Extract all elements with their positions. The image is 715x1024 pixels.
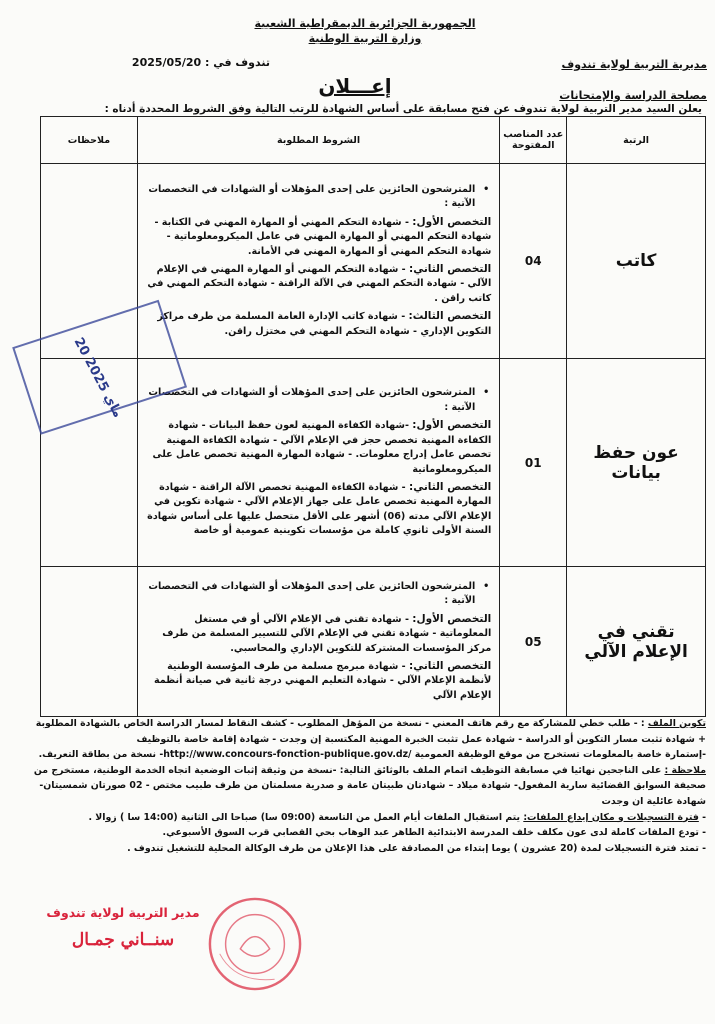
specialty-title: التخصص الثاني: — [409, 659, 492, 672]
specialty-item — [144, 215, 491, 259]
header-center — [230, 16, 500, 46]
conditions-lead: • المترشحون الحائزين على إحدى المؤهلات أو الشهادات في التخصصات الآتية : — [144, 580, 491, 609]
rank-cell: كاتب — [567, 164, 706, 359]
official-seal-icon — [206, 895, 304, 993]
recruitment-site-link[interactable]: http://www.concours-fonction-publique.gov.dz/ — [163, 749, 412, 761]
specialty-item — [144, 262, 491, 306]
intro-text: يعلن السيد مدير التربية لولاية تندوف عن فتح مسابقة على أساس الشهادة للرتب التالية وفق الشروط المحددة أدناه : — [104, 103, 702, 115]
specialty-item — [144, 480, 491, 539]
footer-notes — [30, 716, 706, 856]
deposit-label: فترة التسجيلات و مكان إيداع الملفات: — [523, 811, 699, 823]
file-label: تكوين الملف — [647, 718, 706, 729]
file-composition — [30, 716, 706, 747]
notes-cell — [41, 567, 138, 717]
specialty-text: - شهادة التحكم المهني أو المهارة المهني في الإعلام الآلي - شهادة التحكم المهني في الآلة الراقنة - شهادة التحكم المهني في كاتب راقن . — [147, 264, 492, 304]
conditions-lead: • المترشحون الحائزين على إحدى المؤهلات أو الشهادات في التخصصات الآتية : — [144, 386, 491, 415]
conditions-cell — [137, 164, 499, 359]
form-line — [30, 747, 706, 763]
form-text-1: -إستمارة خاصة بالمعلومات تستخرج من موقع الوظيفة العمومية — [414, 749, 706, 761]
signature-block — [28, 905, 218, 950]
signatory-title: مدير التربية لولاية تندوف — [46, 905, 200, 920]
final-note — [30, 763, 706, 810]
specialty-text: - شهادة التحكم المهني أو المهارة المهني في الكتابة - شهادة التحكم المهني أو المهارة المهني في عامل الميكرومعلوماتية - شهادة التحكم المهني أو المهارة المهني في الأمانة. — [154, 216, 492, 257]
header-conditions: الشروط المطلوبة — [137, 117, 499, 164]
specialty-title: التخصص الأول: — [412, 419, 492, 432]
deposit-line: - فترة التسجيلات و مكان إيداع الملفات: يتم استقبال الملفات أيام العمل من التاسعة (09:00 سا) صباحا الى الثانية (14:00 سا ) زوالا . — [88, 811, 706, 823]
specialty-title: التخصص الثالث: — [408, 310, 492, 323]
note-label: ملاحظة : — [664, 764, 706, 776]
specialty-item — [144, 612, 491, 656]
specialty-title: التخصص الأول: — [412, 215, 492, 228]
specialty-text: - شهادة مبرمج مسلمة من طرف المؤسسة الوطنية لأنظمة الإعلام الآلي - شهادة التعليم المهني درجة ثانية في صيانة أنظمة الإعلام الآلي — [153, 660, 492, 701]
service-heading: مصلحة الدراسة والإمتحانات — [559, 89, 707, 102]
specialty-item — [144, 659, 491, 703]
table-row — [41, 567, 706, 717]
specialty-title: التخصص الأول: — [412, 612, 492, 625]
positions-cell: 04 — [500, 164, 567, 359]
registration-period: - تمتد فترة التسجيلات لمدة (20 عشرون ) يوما إبتداء من المصادقة على هذا الإعلان من طرف الوكالة المحلية للتشغيل تندوف . — [127, 842, 706, 854]
stamp-date: 20 ماي 2025 — [70, 335, 126, 421]
header-rank: الرتبة — [567, 117, 706, 164]
republic-heading: الجمهورية الجزائرية الديمقراطية الشعبية — [254, 17, 476, 30]
page-title: إعـــلان — [318, 74, 392, 98]
file-text: : - طلب خطي للمشاركة مع رقم هاتف المعني - نسخة من المؤهل المطلوب - كشف النقاط لمسار الدراسة الخاص بالشهادة المطلوبة + شهادة تثبت مسار التكوين أو الدراسة - شهادة عمل تثبت الخبرة المهنية المكتسبة إن وجدت - شهادة إقامة خاصة بالتوظيف — [35, 718, 706, 745]
ministry-heading: وزارة التربية الوطنية — [308, 32, 422, 45]
specialty-item — [144, 309, 491, 339]
note-text: على الناجحين نهائيا في مسابقة التوظيف اتمام الملف بالوثائق التالية: -نسخة من وثيقة إثبات الوضعية اتجاه الخدمة الوطنية، مستخرج من صحيفة السوابق القضائية سارية المفعول- شهادة ميلاد – شهادتان طبيتان عامة و صدرية مسلمتان من طرف طبيب مختص - 02 صورتان شمسيتان- شهادة عائلية ان وجدت — [33, 764, 706, 807]
positions-cell: 05 — [500, 567, 567, 717]
place-date: تندوف في : 2025/05/20 — [131, 56, 270, 69]
directorate-heading: مديرية التربية لولاية تندوف — [561, 58, 707, 71]
conditions-cell — [137, 567, 499, 717]
table-header-row — [41, 117, 706, 164]
signatory-name: سنــاني جمـال — [71, 930, 175, 950]
specialty-title: التخصص الثاني: — [409, 480, 492, 493]
positions-cell: 01 — [500, 359, 567, 567]
specialty-title: التخصص الثاني: — [409, 263, 492, 275]
form-text-2: - نسخة من بطاقة التعريف. — [38, 749, 164, 761]
deposit-text: يتم استقبال الملفات أيام العمل من التاسعة (09:00 سا) صباحا الى الثانية (14:00 سا ) زوالا . — [88, 811, 521, 823]
specialty-text: -شهادة الكفاءة المهنية لعون حفظ البيانات - شهادة الكفاءة المهنية تخصص حجز في الإعلام الآلي - شهادة الكفاءة المهنية تخصص عامل إدراج معلومات. - شهادة المهارة المهنية تخصص عامل على الميكرومعلوماتية — [152, 420, 492, 475]
specialty-text: - شهادة تقني في الإعلام الآلي أو في مستغل المعلوماتية - شهادة تقني في الإعلام الآلي للتسيير المسلمة من طرف مركز المؤسسات المشتركة للتكوين الإداري والمحاسبي. — [162, 613, 492, 654]
rank-cell: عون حفظ بيانات — [567, 359, 706, 567]
header-notes: ملاحظات — [41, 117, 138, 164]
header-positions: عدد المناصب المفتوحة — [500, 117, 567, 164]
deposit-location: - تودع الملفات كاملة لدى عون مكلف خلف المدرسة الابتدائية الطاهر عبد الوهاب بحي القصابي قرب السوق الأسبوعي. — [162, 827, 706, 839]
specialty-text: - شهادة الكفاءة المهنية تخصص الآلة الراقنة - شهادة المهارة المهنية تخصص عامل على جهاز الإعلام الآلي - شهادة تكوين في الإعلام الآلي مدته (06) أشهر على الأقل متحصل عليها على أساس شهادة السنة الأولى ثانوي كاملة من مؤسسات تكوينية عمومية أو خاصة — [147, 481, 492, 537]
specialty-text: - شهادة كاتب الإدارة العامة المسلمة من طرف مراكز التكوين الإداري - شهادة التحكم المهني في مختزل راقن. — [157, 311, 492, 337]
rank-cell: تقني في الإعلام الآلي — [567, 567, 706, 717]
conditions-lead: • المترشحون الحائزين على إحدى المؤهلات أو الشهادات في التخصصات الآتية : — [144, 183, 491, 212]
